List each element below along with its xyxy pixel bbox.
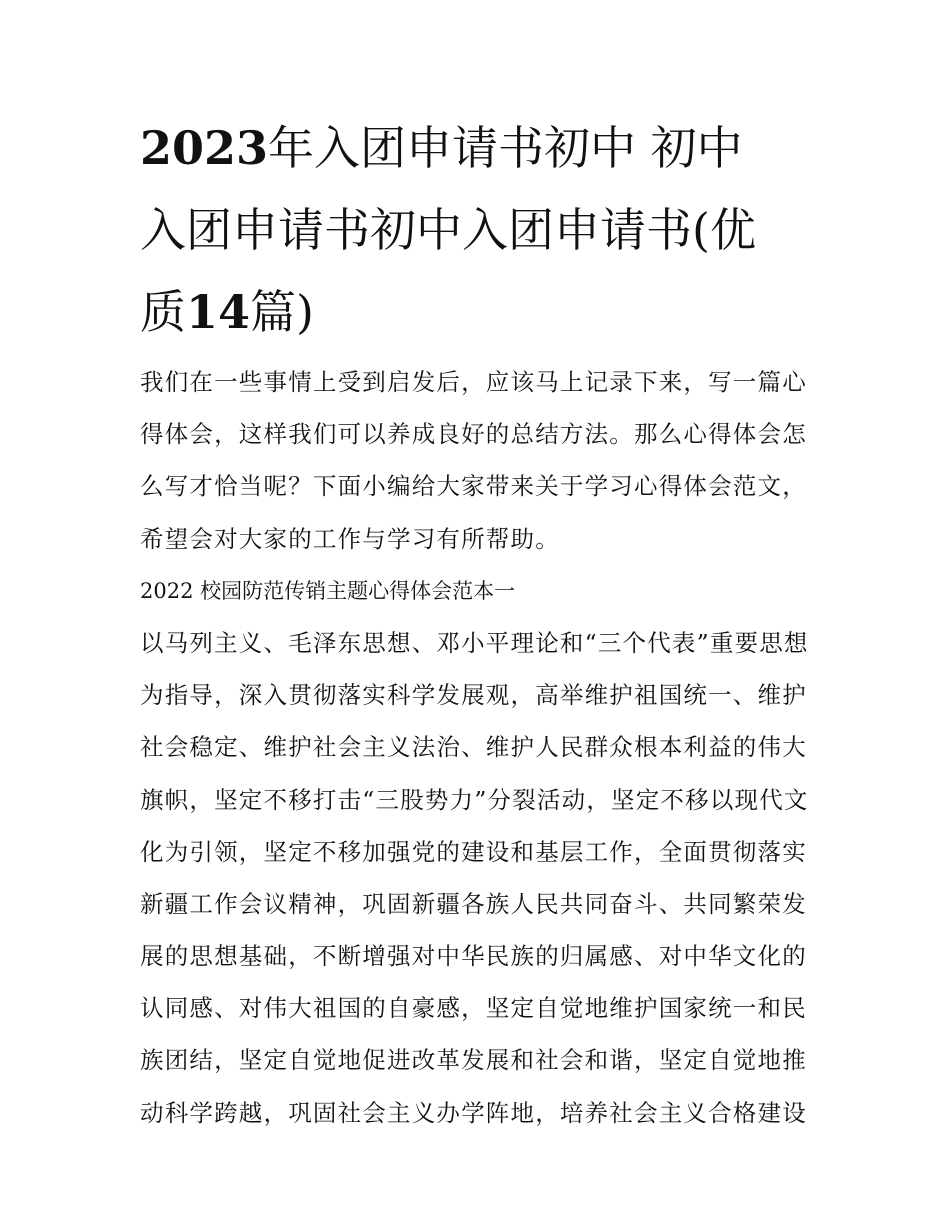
title-count: 14	[186, 285, 251, 339]
intro-line: 么写才恰当呢？下面小编给大家带来关于学习心得体会范文，	[140, 472, 807, 501]
intro-line: 希望会对大家的工作与学习有所帮助。	[140, 524, 560, 553]
document-title	[140, 117, 820, 343]
body-line: 社会稳定、维护社会主义法治、维护人民群众根本利益的伟大	[140, 733, 807, 762]
title-line-3-post: 篇)	[250, 285, 314, 339]
intro-line: 我们在一些事情上受到启发后，应该马上记录下来，写一篇心	[140, 368, 807, 396]
title-year: 2023	[140, 121, 269, 175]
section-heading: 2022 校园防范传销主题心得体会范本一	[140, 578, 516, 603]
body-line: 认同感、对伟大祖国的自豪感，坚定自觉地维护国家统一和民	[140, 994, 807, 1023]
body-line: 化为引领，坚定不移加强党的建设和基层工作，全面贯彻落实	[140, 837, 807, 866]
body-line: 展的思想基础，不断增强对中华民族的归属感、对中华文化的	[140, 942, 807, 971]
title-line-1	[140, 117, 820, 179]
body-line: 族团结，坚定自觉地促进改革发展和社会和谐，坚定自觉地推	[140, 1046, 807, 1075]
title-line-3-pre: 质	[140, 285, 186, 339]
body-line: 旗帜，坚定不移打击“三股势力”分裂活动，坚定不移以现代文	[140, 785, 809, 814]
body-line: 新疆工作会议精神，巩固新疆各族人民共同奋斗、共同繁荣发	[140, 889, 807, 918]
body-line: 以马列主义、毛泽东思想、邓小平理论和“三个代表”重要思想	[140, 628, 809, 657]
intro-line: 得体会，这样我们可以养成良好的总结方法。那么心得体会怎	[140, 420, 807, 449]
body-line: 动科学跨越，巩固社会主义办学阵地，培养社会主义合格建设	[140, 1098, 807, 1127]
document-body	[140, 359, 820, 1142]
body-line: 为指导，深入贯彻落实科学发展观，高举维护祖国统一、维护	[140, 681, 807, 710]
title-line-2	[140, 199, 820, 261]
title-line-3	[140, 281, 820, 343]
title-line-1-text: 年入团申请书初中 初中	[268, 121, 743, 175]
title-line-2-text: 入团申请书初中入团申请书(优	[140, 203, 756, 257]
